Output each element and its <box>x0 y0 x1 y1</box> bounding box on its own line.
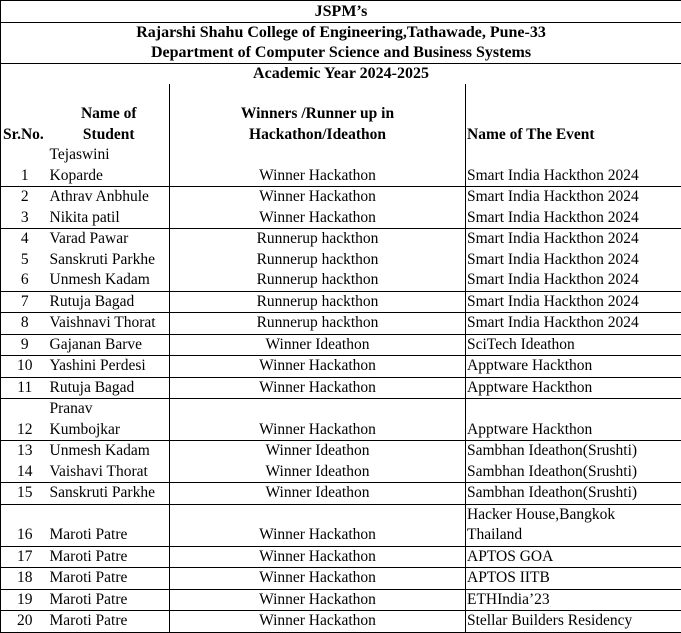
cell-result: Winner Hackathon <box>170 589 466 611</box>
cell-event: Smart India Hackthon 2024 <box>466 270 681 291</box>
cell-result: Winner Ideathon <box>170 483 466 505</box>
cell-name: Maroti Patre <box>49 589 170 611</box>
cell-name: Sanskruti Parkhe <box>49 483 170 505</box>
title-row-department <box>1 43 681 64</box>
cell-event: Smart India Hackthon 2024 <box>466 229 681 250</box>
cell-event: ETHIndia’23 <box>466 589 681 611</box>
table-row <box>1 145 681 187</box>
cell-sr: 7 <box>1 291 49 313</box>
cell-result: Runnerup hackthon <box>170 291 466 313</box>
cell-name-line2: Koparde <box>50 166 169 187</box>
cell-sr: 10 <box>1 356 49 378</box>
cell-result: Winner Hackathon <box>170 568 466 590</box>
table-row <box>1 399 681 441</box>
cell-sr: 19 <box>1 589 49 611</box>
cell-name: Athrav Anbhule <box>49 187 170 208</box>
table-row <box>1 546 681 568</box>
table-row <box>1 313 681 335</box>
cell-result: Runnerup hackthon <box>170 229 466 250</box>
cell-sr: 15 <box>1 483 49 505</box>
cell-name: Gajanan Barve <box>49 334 170 356</box>
cell-name-line1: Pranav <box>50 399 169 420</box>
col-event-header <box>466 84 681 145</box>
cell-event-line2: Thailand <box>467 525 680 546</box>
column-header-row <box>1 84 681 145</box>
cell-result: Winner Hackathon <box>170 187 466 208</box>
department-title: Department of Computer Science and Business Systems <box>1 43 681 64</box>
cell-sr: 11 <box>1 377 49 399</box>
cell-event <box>466 504 681 546</box>
cell-result: Winner Ideathon <box>170 441 466 462</box>
col-name-header <box>49 84 170 145</box>
cell-event: Apptware Hackthon <box>466 399 681 441</box>
cell-event: Apptware Hackthon <box>466 377 681 399</box>
table-row <box>1 334 681 356</box>
cell-name-line2: Kumbojkar <box>50 420 169 441</box>
cell-event: Stellar Builders Residency <box>466 611 681 633</box>
cell-sr: 17 <box>1 546 49 568</box>
cell-result: Runnerup hackthon <box>170 313 466 335</box>
col-result-label-1: Winners /Runner up in <box>171 104 464 125</box>
cell-result: Runnerup hackthon <box>170 250 466 271</box>
cell-name-line1: Tejaswini <box>50 145 169 166</box>
cell-sr: 3 <box>1 208 49 229</box>
cell-name <box>49 399 170 441</box>
table-row <box>1 611 681 633</box>
table-row <box>1 187 681 208</box>
cell-name: Maroti Patre <box>49 611 170 633</box>
table-row <box>1 441 681 462</box>
table-row <box>1 356 681 378</box>
cell-name: Sanskruti Parkhe <box>49 250 170 271</box>
academic-year: Academic Year 2024-2025 <box>1 64 681 85</box>
table-row <box>1 291 681 313</box>
cell-event: Smart India Hackthon 2024 <box>466 250 681 271</box>
cell-name: Varad Pawar <box>49 229 170 250</box>
cell-event: Sambhan Ideathon(Srushti) <box>466 462 681 483</box>
col-event-label: Name of The Event <box>467 126 595 143</box>
cell-name: Rutuja Bagad <box>49 377 170 399</box>
cell-name: Maroti Patre <box>49 568 170 590</box>
table-row <box>1 462 681 483</box>
cell-name: Nikita patil <box>49 208 170 229</box>
col-result-label-2: Hackathon/Ideathon <box>171 125 464 146</box>
table-row <box>1 504 681 546</box>
cell-sr: 9 <box>1 334 49 356</box>
cell-result: Winner Ideathon <box>170 462 466 483</box>
cell-sr: 16 <box>1 504 49 546</box>
table-row <box>1 483 681 505</box>
cell-result: Winner Hackathon <box>170 399 466 441</box>
cell-event: Apptware Hackthon <box>466 356 681 378</box>
col-name-label-2: Student <box>50 125 169 146</box>
cell-name: Maroti Patre <box>49 546 170 568</box>
table-row <box>1 270 681 291</box>
cell-name <box>49 145 170 187</box>
cell-sr: 8 <box>1 313 49 335</box>
cell-event: APTOS GOA <box>466 546 681 568</box>
cell-result: Winner Hackathon <box>170 356 466 378</box>
cell-sr: 13 <box>1 441 49 462</box>
table-row <box>1 208 681 229</box>
cell-event: Smart India Hackthon 2024 <box>466 208 681 229</box>
cell-name: Vaishnavi Thorat <box>49 313 170 335</box>
cell-sr: 6 <box>1 270 49 291</box>
cell-result: Winner Ideathon <box>170 334 466 356</box>
cell-name: Rutuja Bagad <box>49 291 170 313</box>
cell-event: Smart India Hackthon 2024 <box>466 145 681 187</box>
org-title: JSPM’s <box>1 1 681 23</box>
cell-name: Maroti Patre <box>49 504 170 546</box>
cell-result: Winner Hackathon <box>170 145 466 187</box>
cell-name: Vaishavi Thorat <box>49 462 170 483</box>
cell-result: Winner Hackathon <box>170 546 466 568</box>
cell-result: Winner Hackathon <box>170 611 466 633</box>
col-sr-label: Sr.No. <box>3 126 44 143</box>
table-row <box>1 568 681 590</box>
title-row-year <box>1 64 681 85</box>
cell-name: Yashini Perdesi <box>49 356 170 378</box>
cell-result: Winner Hackathon <box>170 208 466 229</box>
table-row <box>1 377 681 399</box>
col-sr-header <box>1 84 49 145</box>
cell-sr: 2 <box>1 187 49 208</box>
cell-event: APTOS IITB <box>466 568 681 590</box>
cell-event: Smart India Hackthon 2024 <box>466 291 681 313</box>
cell-sr: 5 <box>1 250 49 271</box>
cell-name: Unmesh Kadam <box>49 441 170 462</box>
cell-sr: 14 <box>1 462 49 483</box>
college-title: Rajarshi Shahu College of Engineering,Tathawade, Pune-33 <box>1 23 681 44</box>
cell-name: Unmesh Kadam <box>49 270 170 291</box>
table-row <box>1 250 681 271</box>
table-row <box>1 589 681 611</box>
cell-sr: 12 <box>1 399 49 441</box>
cell-sr: 18 <box>1 568 49 590</box>
cell-event-line1: Hacker House,Bangkok <box>467 505 680 526</box>
cell-event: SciTech Ideathon <box>466 334 681 356</box>
cell-event: Sambhan Ideathon(Srushti) <box>466 441 681 462</box>
cell-sr: 20 <box>1 611 49 633</box>
col-result-header <box>170 84 466 145</box>
cell-result: Winner Hackathon <box>170 504 466 546</box>
title-row-org <box>1 1 681 23</box>
table-row <box>1 229 681 250</box>
cell-result: Runnerup hackthon <box>170 270 466 291</box>
cell-event: Sambhan Ideathon(Srushti) <box>466 483 681 505</box>
title-row-college <box>1 23 681 44</box>
cell-event: Smart India Hackthon 2024 <box>466 187 681 208</box>
cell-result: Winner Hackathon <box>170 377 466 399</box>
col-name-label-1: Name of <box>50 104 169 125</box>
cell-sr: 1 <box>1 145 49 187</box>
cell-sr: 4 <box>1 229 49 250</box>
cell-event: Smart India Hackthon 2024 <box>466 313 681 335</box>
